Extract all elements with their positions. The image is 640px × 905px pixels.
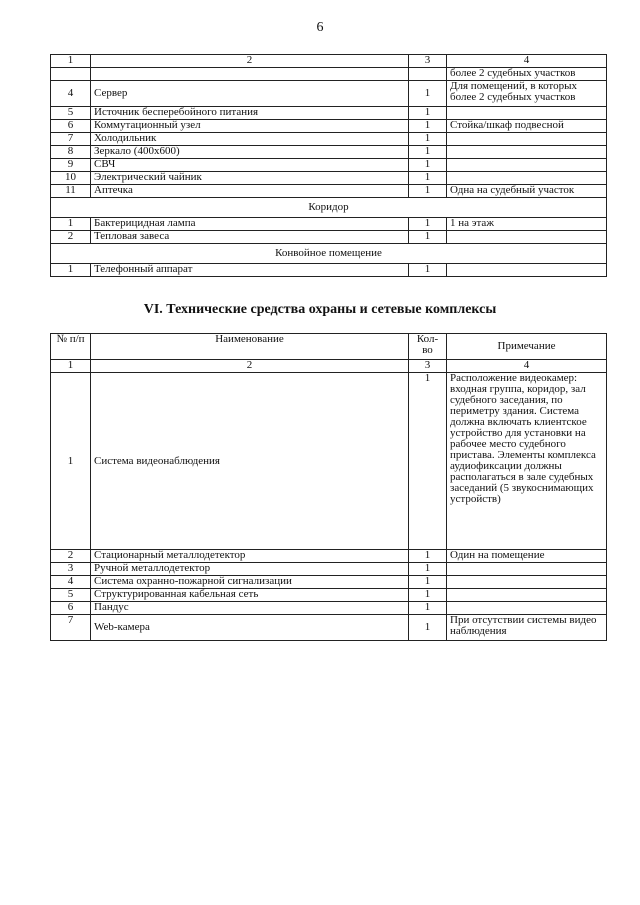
row-number: 2	[51, 550, 91, 563]
header-qty: Кол-во	[409, 334, 447, 360]
table-row	[51, 218, 607, 231]
table-row	[51, 373, 607, 550]
item-qty: 1	[409, 589, 447, 602]
item-qty: 1	[409, 576, 447, 589]
item-name: Система охранно-пожарной сигнализации	[91, 576, 409, 589]
item-note	[447, 563, 607, 576]
item-note: Один на помещение	[447, 550, 607, 563]
table-row	[51, 563, 607, 576]
item-name: Web-камера	[91, 615, 409, 641]
row-number: 8	[51, 146, 91, 159]
item-name: Тепловая завеса	[91, 231, 409, 244]
row-number: 6	[51, 602, 91, 615]
item-name: Холодильник	[91, 133, 409, 146]
item-note	[447, 146, 607, 159]
row-number: 11	[51, 185, 91, 198]
row-number: 1	[51, 218, 91, 231]
item-qty: 1	[409, 133, 447, 146]
item-qty: 1	[409, 172, 447, 185]
row-number: 4	[51, 81, 91, 107]
row-number: 7	[51, 133, 91, 146]
table-row	[51, 589, 607, 602]
row-number: 5	[51, 589, 91, 602]
row-number: 3	[51, 563, 91, 576]
table-row	[51, 264, 607, 277]
item-note: Стойка/шкаф подвесной	[447, 120, 607, 133]
table-row	[51, 185, 607, 198]
item-name: Электрический чайник	[91, 172, 409, 185]
table-header-row	[51, 55, 607, 68]
table-row	[51, 120, 607, 133]
equipment-table-continued	[50, 54, 607, 277]
col-number-2: 2	[91, 55, 409, 68]
table-row	[51, 81, 607, 107]
item-qty: 1	[409, 563, 447, 576]
table-header-row	[51, 334, 607, 360]
header-number: № п/п	[51, 334, 91, 360]
row-number: 2	[51, 231, 91, 244]
row-number: 1	[51, 373, 91, 550]
table-row	[51, 133, 607, 146]
item-note: Одна на судебный участок	[447, 185, 607, 198]
row-number: 10	[51, 172, 91, 185]
row-number: 5	[51, 107, 91, 120]
table-row	[51, 159, 607, 172]
header-name: Наименование	[91, 334, 409, 360]
column-numbers-row	[51, 360, 607, 373]
item-name: Аптечка	[91, 185, 409, 198]
item-name: Стационарный металлодетектор	[91, 550, 409, 563]
item-qty: 1	[409, 146, 447, 159]
table-row	[51, 550, 607, 563]
section-row-convoy	[51, 244, 607, 264]
col-number-3: 3	[409, 360, 447, 373]
row-number: 7	[51, 615, 91, 641]
page-number: 6	[316, 20, 324, 35]
table-row	[51, 576, 607, 589]
item-name: Источник бесперебойного питания	[91, 107, 409, 120]
item-note	[447, 159, 607, 172]
item-name: Система видеонаблюдения	[91, 373, 409, 550]
item-qty: 1	[409, 120, 447, 133]
table-row	[51, 231, 607, 244]
item-qty: 1	[409, 218, 447, 231]
section-row-corridor	[51, 198, 607, 218]
item-note	[447, 589, 607, 602]
item-qty: 1	[409, 185, 447, 198]
item-qty: 1	[409, 550, 447, 563]
item-qty: 1	[409, 373, 447, 550]
header-note: Примечание	[447, 334, 607, 360]
col-number-2: 2	[91, 360, 409, 373]
item-note: Для помещений, в которых более 2 судебных участков	[447, 81, 607, 107]
col-number-1: 1	[51, 55, 91, 68]
item-name: Ручной металлодетектор	[91, 563, 409, 576]
item-qty: 1	[409, 107, 447, 120]
item-name: Телефонный аппарат	[91, 264, 409, 277]
table-row	[51, 172, 607, 185]
item-note	[447, 264, 607, 277]
note-cell: более 2 судебных участков	[447, 68, 607, 81]
item-qty: 1	[409, 615, 447, 641]
item-note	[447, 172, 607, 185]
row-number: 9	[51, 159, 91, 172]
row-number: 4	[51, 576, 91, 589]
security-equipment-table	[50, 333, 607, 641]
table-row	[51, 68, 607, 81]
row-number: 1	[51, 264, 91, 277]
item-note	[447, 133, 607, 146]
item-name: Бактерицидная лампа	[91, 218, 409, 231]
table-row	[51, 602, 607, 615]
item-note	[447, 576, 607, 589]
item-note: При отсутствии системы видео наблюдения	[447, 615, 607, 641]
item-name: Структурированная кабельная сеть	[91, 589, 409, 602]
row-number: 6	[51, 120, 91, 133]
table-row	[51, 146, 607, 159]
item-note: Расположение видеокамер: входная группа, коридор, зал судебного заседания, по периметру здания. Система должна включать клиентское устройство для установки на рабочее место судебного пристава. Элементы комплекса аудиофиксации должны располагаться в зале судебных заседаний (5 звукоснимающих устройств)	[447, 373, 607, 550]
table-row	[51, 107, 607, 120]
item-name: Зеркало (400х600)	[91, 146, 409, 159]
section-title: VI. Технические средства охраны и сетевые комплексы	[143, 302, 497, 317]
item-name: Пандус	[91, 602, 409, 615]
col-number-3: 3	[409, 55, 447, 68]
item-note	[447, 602, 607, 615]
col-number-4: 4	[447, 360, 607, 373]
item-qty: 1	[409, 231, 447, 244]
item-qty: 1	[409, 264, 447, 277]
section-heading: Коридор	[51, 198, 607, 218]
item-name: СВЧ	[91, 159, 409, 172]
item-name: Коммутационный узел	[91, 120, 409, 133]
item-note	[447, 231, 607, 244]
item-note: 1 на этаж	[447, 218, 607, 231]
item-qty: 1	[409, 81, 447, 107]
col-number-4: 4	[447, 55, 607, 68]
section-heading: Конвойное помещение	[51, 244, 607, 264]
col-number-1: 1	[51, 360, 91, 373]
item-note	[447, 107, 607, 120]
item-qty: 1	[409, 159, 447, 172]
item-name: Сервер	[91, 81, 409, 107]
item-qty: 1	[409, 602, 447, 615]
table-row	[51, 615, 607, 641]
